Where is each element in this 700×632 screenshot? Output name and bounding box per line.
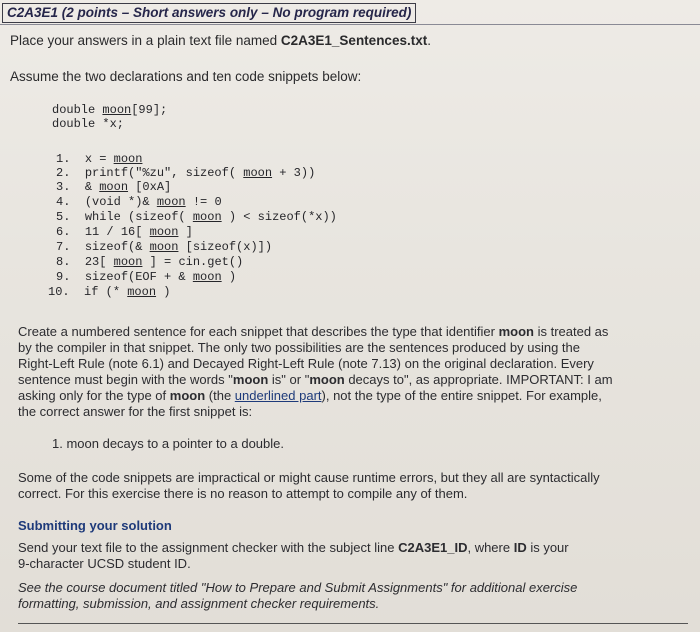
title-divider [0, 24, 700, 25]
snippet-4: 4. (void *)& moon != 0 [56, 195, 222, 209]
instruction-prefix: Place your answers in a plain text file named [10, 33, 281, 48]
snippet-5: 5. while (sizeof( moon ) < sizeof(*x)) [56, 210, 337, 224]
declaration-2: double *x; [52, 117, 125, 131]
example-answer: 1. moon decays to a pointer to a double. [52, 436, 284, 451]
snippet-9: 9. sizeof(EOF + & moon ) [56, 270, 237, 284]
declaration-1: double moon[99]; [52, 103, 168, 117]
para2-line-1: Some of the code snippets are impractical or might cause runtime errors, but they all are syntactically [18, 470, 600, 485]
snippet-10: 10. if (* moon ) [48, 285, 171, 299]
para1-line-5: asking only for the type of moon (the underlined part), not the type of the entire snippet. For example, [18, 388, 602, 403]
submit-line-2: 9-character UCSD student ID. [18, 556, 191, 571]
instruction-line [10, 33, 431, 48]
para1-line-3: Right-Left Rule (note 6.1) and Decayed Right-Left Rule (note 7.13) on the original declaration. Every [18, 356, 594, 371]
snippet-7: 7. sizeof(& moon [sizeof(x)]) [56, 240, 273, 254]
snippet-8: 8. 23[ moon ] = cin.get() [56, 255, 244, 269]
submit-heading: Submitting your solution [18, 518, 172, 533]
para1-line-2: by the compiler in that snippet. The only two possibilities are the sentences produced by using the [18, 340, 580, 355]
snippet-3: 3. & moon [0xA] [56, 180, 172, 194]
para1-line-6: the correct answer for the first snippet is: [18, 404, 253, 419]
snippet-6: 6. 11 / 16[ moon ] [56, 225, 193, 239]
answer-filename: C2A3E1_Sentences.txt [280, 33, 428, 48]
see-line-2: formatting, submission, and assignment checker requirements. [18, 596, 380, 611]
assignment-title: C2A3E1 (2 points – Short answers only – No program required) [2, 3, 416, 23]
snippet-1: 1. x = moon [56, 152, 143, 166]
para1-line-1: Create a numbered sentence for each snippet that describes the type that identifier moon is treated as [18, 324, 609, 339]
para2-line-2: correct. For this exercise there is no reason to attempt to compile any of them. [18, 486, 468, 501]
snippet-2: 2. printf("%zu", sizeof( moon + 3)) [56, 166, 316, 180]
para1-line-4: sentence must begin with the words "moon is" or "moon decays to", as appropriate. IMPORTANT: I am [18, 372, 613, 387]
see-line-1: See the course document titled "How to Prepare and Submit Assignments" for additional exercise [18, 580, 578, 595]
assume-line: Assume the two declarations and ten code snippets below: [10, 69, 362, 84]
instruction-suffix: . [427, 33, 431, 48]
bottom-divider [18, 623, 688, 624]
submit-line-1: Send your text file to the assignment checker with the subject line C2A3E1_ID, where ID is your [18, 540, 569, 555]
